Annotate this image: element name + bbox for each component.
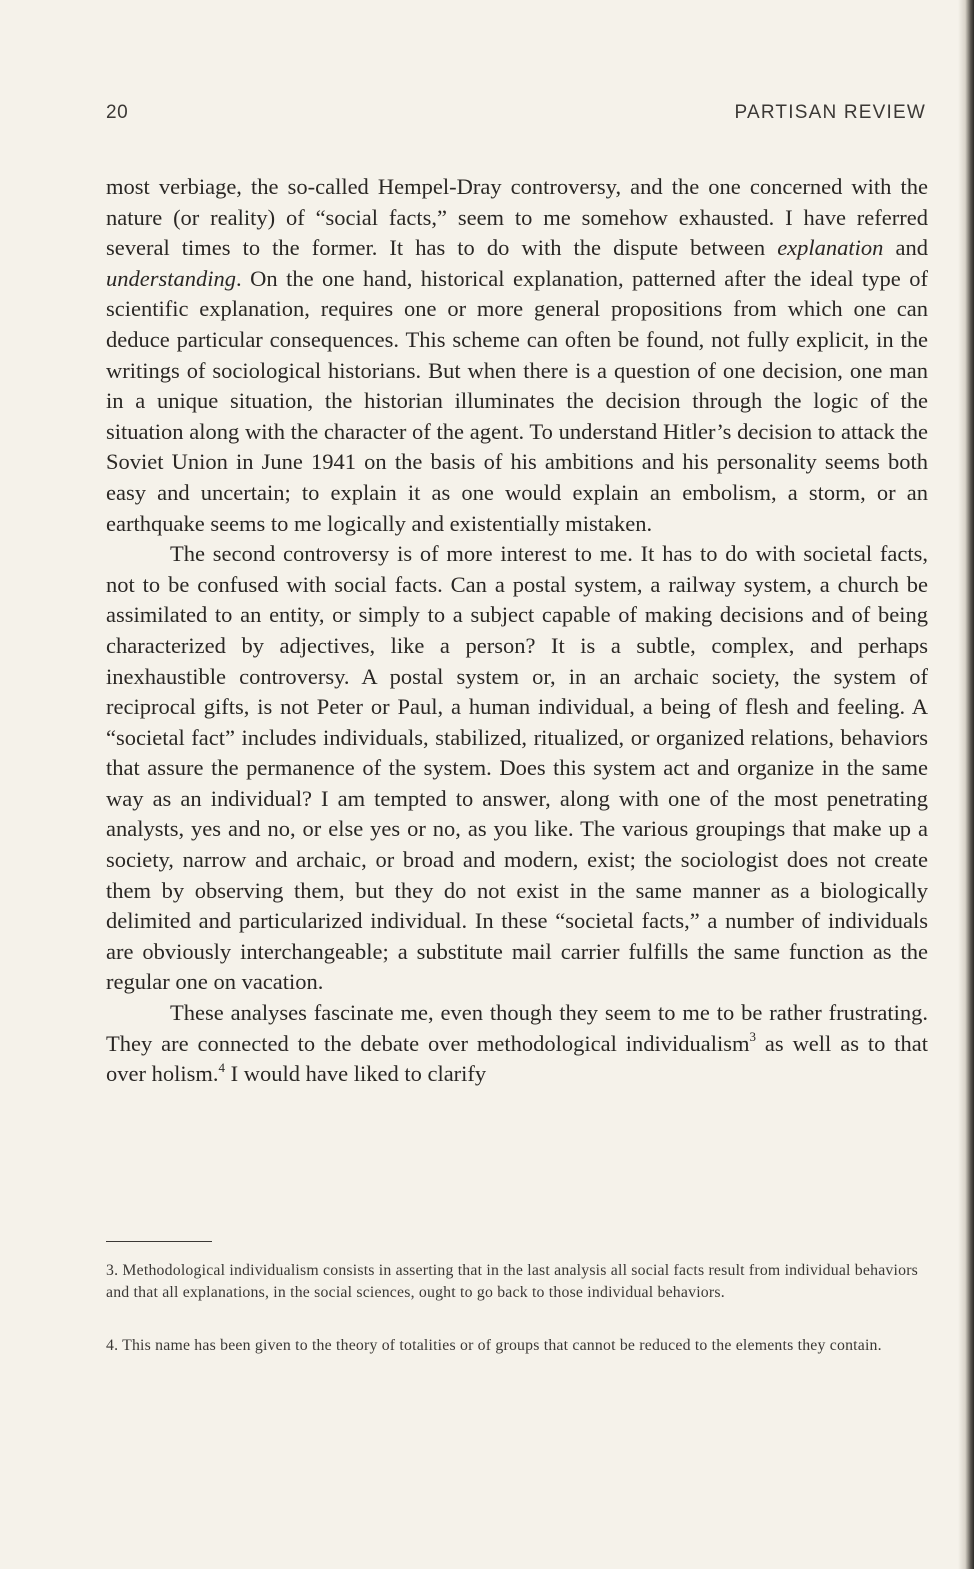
paragraph-1: [106, 172, 928, 539]
paragraph-2: The second controversy is of more interest to me. It has to do with societal facts, not to be confused with social facts. Can a postal system, a railway system, a church be assimilated to an entity, or simply to a subject capable of making decisions and of being characterized by adjectives, like a person? It is a subtle, complex, and perhaps inexhaustible controversy. A postal system or, in an archaic society, the system of reciprocal gifts, is not Peter or Paul, a human individual, a being of flesh and feeling. A “societal fact” includes individuals, stabilized, ritualized, or organized relations, behaviors that assure the permanence of the system. Does this system act and organize in the same way as an individual? I am tempted to answer, along with one of the most penetrating analysts, yes and no, or else yes or no, as you like. The various groupings that make up a society, narrow and archaic, or broad and modern, exist; the sociologist does not create them by observing them, but they do not exist in the same manner as a biologically delimited and particularized individual. In these “societal facts,” a number of individuals are obviously interchangeable; a substitute mail carrier fulfills the same function as the regular one on vacation.: [106, 541, 928, 995]
text-run: These analyses fascinate me, even though they seem to me to be rather frustrating. They are connected to the debate over methodological individualism: [106, 1000, 928, 1056]
text-run: as well as to that over holism.: [106, 1030, 928, 1087]
italic-term-understanding: understanding: [106, 265, 237, 291]
text-run: most verbiage, the so-called Hempel-Dray controversy, and the one concerned with the nature (or reality) of “social facts,” seem to me somehow exhausted. I have referred several times to the former. It has to do with the dispute between: [106, 174, 928, 261]
footnote-3: 3. Methodological individualism consists in asserting that in the last analysis all social facts result from individual behaviors and that all explanations, in the social sciences, ought to go back to those individual behaviors.: [106, 1262, 918, 1302]
page-edge-shadow: [958, 0, 974, 1569]
body-text: [106, 172, 928, 1090]
journal-title: PARTISAN REVIEW: [734, 102, 926, 123]
running-head: [106, 102, 926, 130]
text-run: . On the one hand, historical explanation, patterned after the ideal type of scientific explanation, requires one or more general propositions from which one can deduce particular consequences. This scheme can often be found, not fully explicit, in the writings of sociological historians. But when there is a question of one decision, one man in a unique situation, the historian illuminates the decision through the logic of the situation along with the character of the agent. To understand Hitler’s decision to attack the Soviet Union in June 1941 on the basis of his ambitions and his personality seems both easy and uncertain; to explain it as one would explain an embolism, a storm, or an earthquake seems to me logically and existentially mistaken.: [106, 265, 928, 536]
footnote-rule: [106, 1241, 212, 1242]
text-run: I would have liked to clarify: [225, 1061, 487, 1087]
page-number: 20: [106, 102, 129, 123]
text-run: and: [883, 235, 928, 261]
footnote-ref-3: 3: [749, 1029, 757, 1045]
italic-term-explanation: explanation: [777, 235, 884, 261]
footnote-4: 4. This name has been given to the theory of totalities or of groups that cannot be reduced to the elements they contain.: [106, 1336, 882, 1354]
footnotes: [106, 1260, 932, 1387]
footnote-ref-4: 4: [218, 1059, 225, 1075]
paragraph-3: [106, 998, 928, 1090]
